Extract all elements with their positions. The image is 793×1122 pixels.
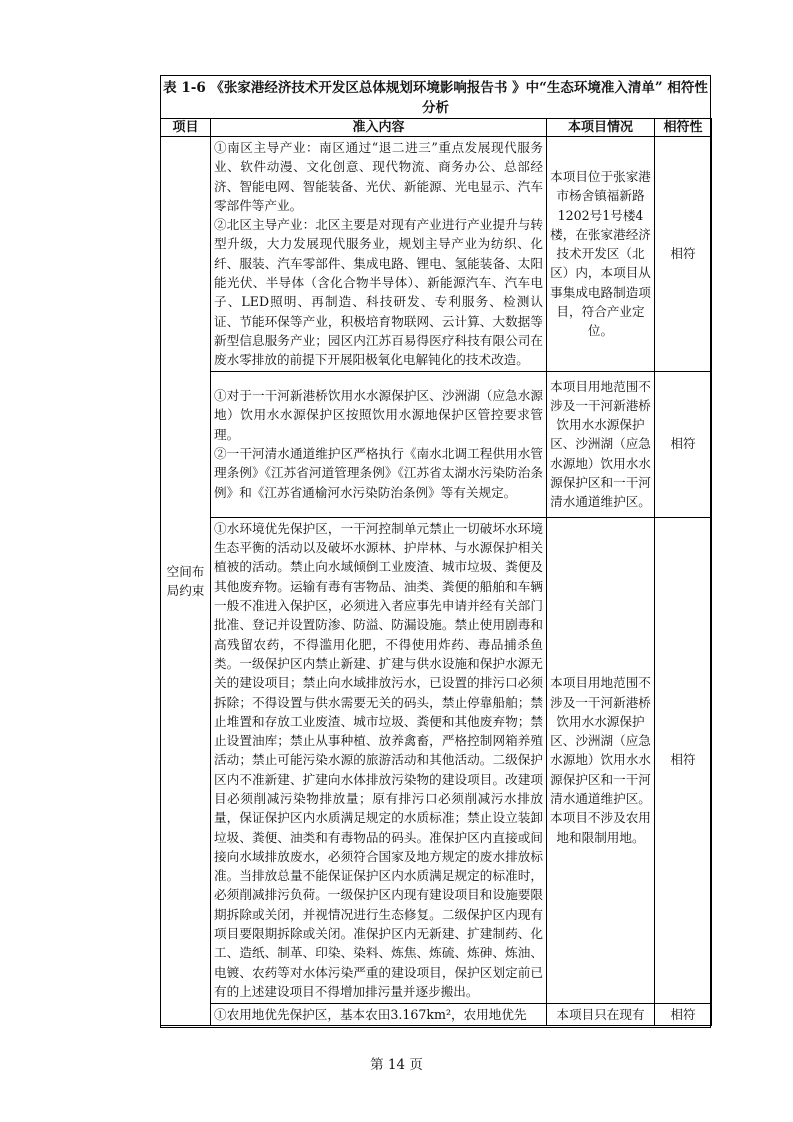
situation-cell: 本项目只在现有 [547,1003,655,1025]
conform-cell: 相符 [655,1003,712,1025]
table-header-row [161,119,712,137]
header-item: 项目 [161,119,211,137]
table-title: 表 1-6 《张家港经济技术开发区总体规划环境影响报告书 》中“生态环境准入清单” 相符性分析 [163,80,708,116]
content-cell [211,1003,547,1025]
table-row [161,1003,712,1025]
table-row [161,517,712,1003]
situation-cell: 本项目用地范围不涉及一干河新港桥饮用水水源保护区、沙洲湖（应急水源地）饮用水水源保护区和一干河清水通道维护区。本项目不涉及农用地和限制用地。 [547,517,655,1003]
header-conform: 相符性 [655,119,712,137]
content-paragraph: ①南区主导产业：南区通过“退二进三”重点发展现代服务业、软件动漫、文化创意、现代物流、商务办公、总部经济、智能电网、智能装备、光伏、新能源、光电显示、汽车零部件等产业。 [214,140,543,213]
header-situation: 本项目情况 [547,119,655,137]
situation-cell: 本项目用地范围不涉及一干河新港桥饮用水水源保护区、沙洲湖（应急水源地）饮用水水源保护区和一干河清水通道维护区。 [547,371,655,517]
conformity-table [160,118,712,1026]
content-paragraph: ②北区主导产业：北区主要是对现有产业进行产业提升与转型升级，大力发展现代服务业，规划主导产业为纺织、化纤、服装、汽车零部件、集成电路、锂电、氢能装备、太阳能光伏、半导体（含化合物半导体）、新能源汽车、汽车电子、LED照明、再制造、科技研发、专利服务、检测认证、节能环保等产业，积极培育物联网、云计算、大数据等新型信息服务产业；园区内江苏百易得医疗科技有限公司在废水零排放的前提下开展阳极氧化电解钝化的技术改造。 [214,217,543,368]
content-paragraph: ①水环境优先保护区，一干河控制单元禁止一切破坏水环境生态平衡的活动以及破坏水源林、护岸林、与水源保护相关植被的活动。禁止向水域倾倒工业废渣、城市垃圾、粪便及其他废弃物。运输有毒有害物品、油类、粪便的船舶和车辆一般不准进入保护区，必须进入者应事先申请并经有关部门批准、登记并设置防渗、防溢、防漏设施。禁止使用剧毒和高残留农药，不得滥用化肥，不得使用炸药、毒品捕杀鱼类。一级保护区内禁止新建、扩建与供水设施和保护水源无关的建设项目；禁止向水域排放污水，已设置的排污口必须拆除；不得设置与供水需要无关的码头，禁止停靠船舶；禁止堆置和存放工业废渣、城市垃圾、粪便和其他废弃物；禁止设置油库；禁止从事种植、放养禽畜，严格控制网箱养殖活动；禁止可能污染水源的旅游活动和其他活动。二级保护区内不准新建、扩建向水体排放污染物的建设项目。改建项目必须削减污染物排放量；原有排污口必须削减污水排放量，保证保护区内水质满足规定的水质标准；禁止设立装卸垃圾、粪便、油类和有毒物品的码头。准保护区内直接或间接向水域排放废水，必须符合国家及地方规定的废水排放标准。当排放总量不能保证保护区内水质满足规定的标准时，必须削减排污负荷。一级保护区内现有建设项目和设施要限期拆除或关闭，并视情况进行生态修复。二级保护区内现有项目要限期拆除或关闭。准保护区内无新建、扩建制药、化工、造纸、制革、印染、染料、炼焦、炼硫、炼砷、炼油、电镀、农药等对水体污染严重的建设项目，保护区划定前已有的上述建设项目不得增加排污量并逐步搬出。 [214,520,543,999]
conform-cell: 相符 [655,371,712,517]
content-cell [211,371,547,517]
content-paragraph: ②一干河清水通道维护区严格执行《南水北调工程供用水管理条例》《江苏省河道管理条例》《江苏省太湖水污染防治条例》和《江苏省通榆河水污染防治条例》等有关规定。 [214,446,543,500]
table-row [161,371,712,517]
content-cell [211,517,547,1003]
table-row [161,137,712,372]
situation-cell: 本项目位于张家港市杨舍镇福新路1202号1号楼4楼，在张家港经济技术开发区（北区）内，本项目从事集成电路制造项目，符合产业定位。 [547,137,655,372]
conform-cell: 相符 [655,137,712,372]
category-cell: 空间布局约束 [161,137,211,1026]
content-cell [211,137,547,372]
content-paragraph: ①对于一干河新港桥饮用水水源保护区、沙洲湖（应急水源地）饮用水水源保护区按照饮用水源地保护区管控要求管理。 [214,388,543,442]
page-number: 第 14 页 [370,1057,423,1073]
header-content: 准入内容 [211,119,547,137]
conform-cell: 相符 [655,517,712,1003]
content-paragraph: ①农用地优先保护区，基本农田3.167km²，农用地优先 [214,1006,527,1022]
